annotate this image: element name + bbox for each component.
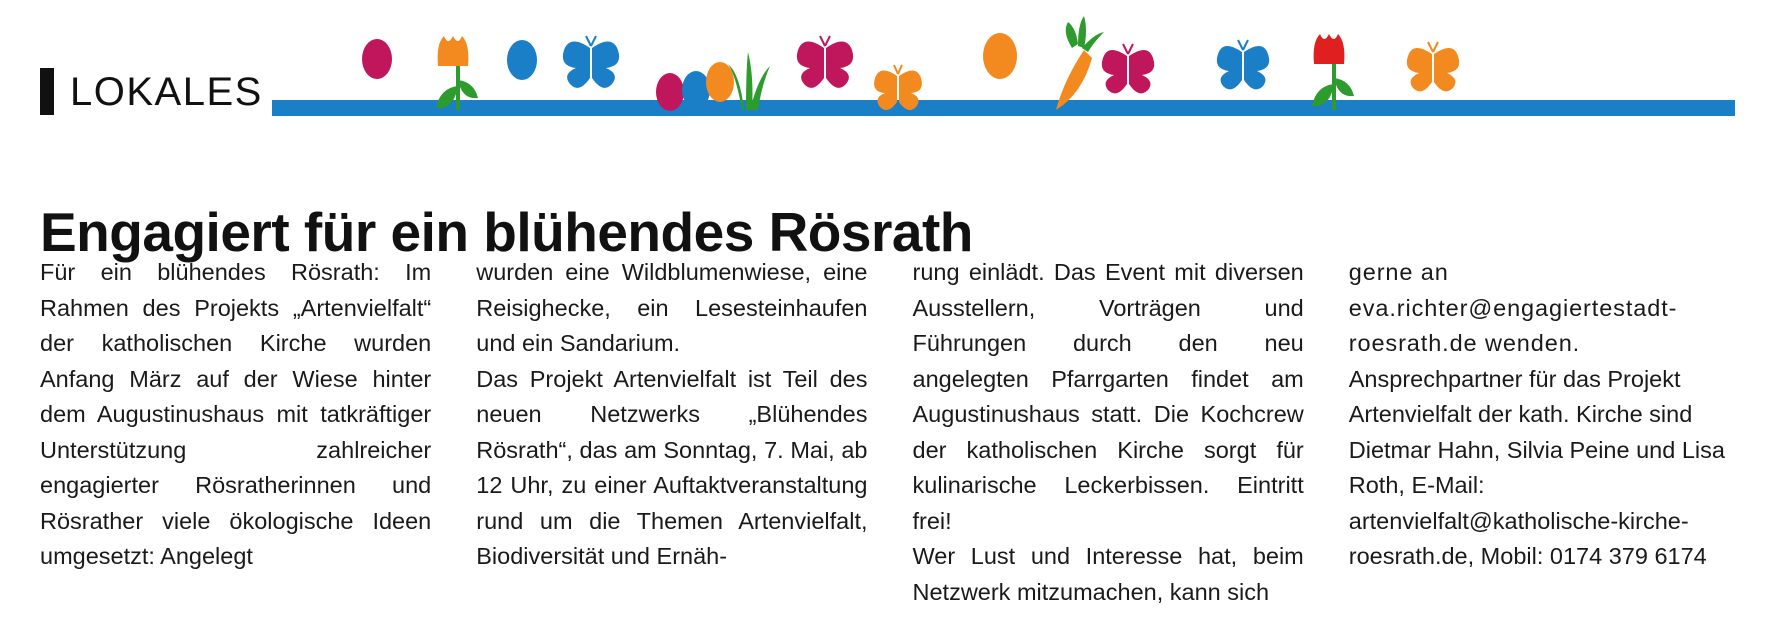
section-label: LOKALES [70,70,263,114]
masthead [0,0,1775,135]
page-title: Engagiert für ein blühendes Rösrath [40,200,973,263]
paragraph: rung einlädt. Das Event mit diversen Ausstellern, Vorträgen und Führungen durch den neu angelegten Pfarrgarten findet am Augustinushaus statt. Die Kochcrew der katholischen Kirche sorgt für kulinarische Leckerbissen. Eintritt frei! [912,259,1304,534]
carrot-icon [1056,16,1104,110]
article-column-1 [40,255,431,610]
butterfly-icon [1217,40,1269,89]
article-column-4 [1349,255,1740,610]
article-column-2 [476,255,867,610]
butterfly-icon [1407,42,1459,91]
article-column-3 [913,255,1304,610]
paragraph-contact: gerne an eva.richter@engagiertestadt-roesrath.de wenden. [1348,259,1678,356]
paragraph: Für ein blühendes Rösrath: Im Rahmen des Projekts „Artenvielfalt“ der katholischen Kirche wurden Anfang März auf der Wiese hinter dem Augustinushaus mit tatkräftiger Unterstützung zahlreicher engagierter Rösratherinnen und Rösrather viele ökologische Ideen umgesetzt: Angelegt [40,259,432,569]
egg-icon [507,40,537,80]
butterfly-icon [797,36,853,88]
paragraph: Wer Lust und Interesse hat, beim Netzwerk mitzumachen, kann sich [912,543,1304,605]
paragraph-contact-secondary: Ansprechpartner für das Projekt Artenvielfalt der kath. Kirche sind Dietmar Hahn, Silvia Peine und Lisa Roth, E-Mail: artenvielfalt@katholische-kirche-roesrath.de, Mobil: 0174 379 6174 [1348,365,1725,569]
tulip-icon [436,36,478,110]
header-rule [272,100,1735,116]
article-body [40,255,1740,610]
paragraph: wurden eine Wildblumenwiese, eine Reisighecke, ein Lesesteinhaufen und ein Sandarium. [476,259,868,356]
tulip-icon [1312,34,1354,110]
section-mark-icon [40,68,54,115]
egg-icon [362,39,392,79]
paragraph: Das Projekt Artenvielfalt ist Teil des neuen Netzwerks „Blühendes Rösrath“, das am Sonntag, 7. Mai, ab 12 Uhr, zu einer Auftaktveranstaltung rund um die Themen Artenvielfalt, Biodiversität und Ernäh- [476,365,868,569]
butterfly-icon [563,36,619,88]
butterfly-icon [1102,44,1154,93]
egg-icon [983,33,1017,79]
egg-icon [706,62,734,102]
